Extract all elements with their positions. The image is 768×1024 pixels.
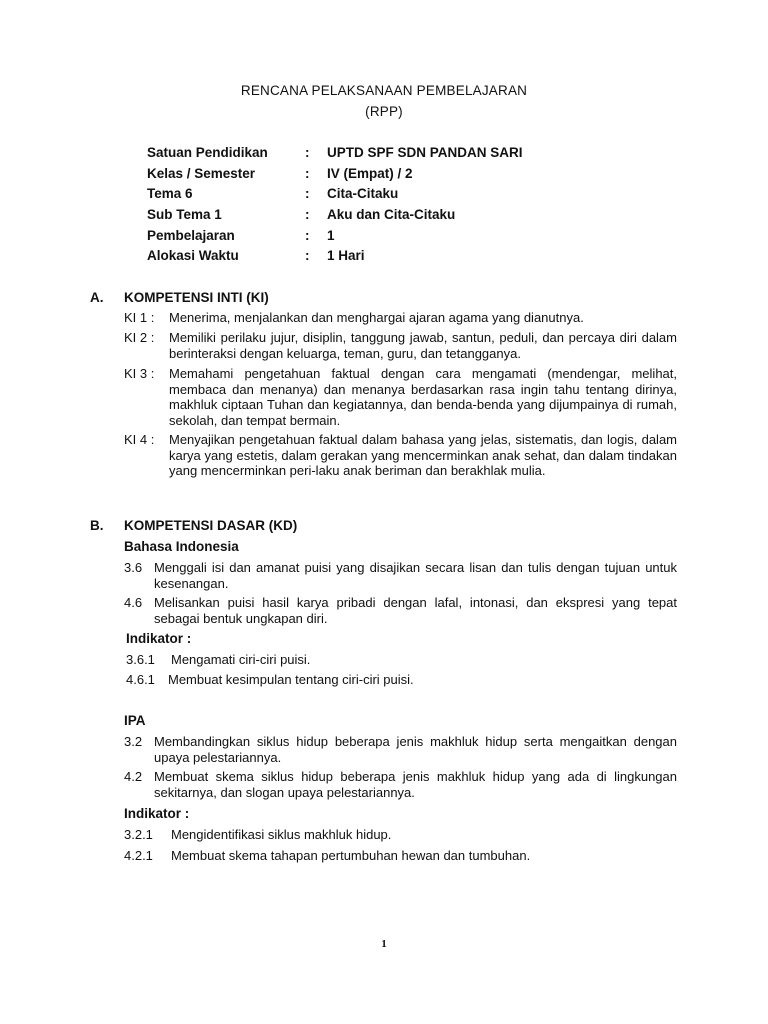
ki-code: KI 4 : (124, 432, 155, 447)
section-letter: A. (90, 290, 104, 305)
subject-heading-ipa: IPA (124, 713, 146, 728)
info-value: 1 Hari (327, 248, 365, 263)
info-label: Tema 6 (147, 186, 193, 201)
info-colon: : (305, 145, 310, 160)
document-title: RENCANA PELAKSANAAN PEMBELAJARAN (240, 83, 528, 98)
info-value: IV (Empat) / 2 (327, 166, 413, 181)
section-letter: B. (90, 518, 104, 533)
info-colon: : (305, 186, 310, 201)
ki-text: Memahami pengetahuan faktual dengan cara mengamati (mendengar, melihat, membaca dan menanya) dan menanya berdasarkan rasa ingin tahu tentang dirinya, makhluk ciptaan Tuhan dan kegiatannya, dan benda-benda yang dijumpainya di rumah, sekolah, dan tempat bermain. (169, 366, 677, 428)
indicator-heading: Indikator : (124, 806, 190, 821)
ki-code: KI 3 : (124, 366, 155, 381)
info-label: Alokasi Waktu (147, 248, 239, 263)
indicator-text: Membuat kesimpulan tentang ciri-ciri puisi. (168, 672, 414, 687)
kd-code: 4.6 (124, 595, 143, 610)
indicator-code: 4.6.1 (126, 672, 155, 687)
ki-code: KI 1 : (124, 310, 155, 325)
kd-text: Melisankan puisi hasil karya pribadi dengan lafal, intonasi, dan ekspresi yang tepat sebagai bentuk ungkapan diri. (154, 595, 677, 626)
indicator-text: Membuat skema tahapan pertumbuhan hewan dan tumbuhan. (171, 848, 531, 863)
info-value: Cita-Citaku (327, 186, 399, 201)
kd-item (124, 769, 677, 800)
indicator-code: 4.2.1 (124, 848, 153, 863)
info-label: Pembelajaran (147, 228, 235, 243)
subject-heading-bahasa: Bahasa Indonesia (124, 539, 239, 554)
kd-item (124, 560, 677, 591)
document-subtitle: (RPP) (365, 104, 403, 119)
info-colon: : (305, 207, 310, 222)
kd-item (124, 734, 677, 765)
info-colon: : (305, 166, 310, 181)
ki-item (124, 432, 677, 479)
kd-text: Membandingkan siklus hidup beberapa jenis makhluk hidup serta mengaitkan dengan upaya pelestariannya. (154, 734, 677, 765)
info-value: UPTD SPF SDN PANDAN SARI (327, 145, 523, 160)
kd-item (124, 595, 677, 626)
indicator-item (124, 848, 530, 863)
indicator-text: Mengidentifikasi siklus makhluk hidup. (171, 827, 392, 842)
section-title: KOMPETENSI DASAR (KD) (124, 518, 298, 533)
ki-item (124, 310, 677, 326)
section-title: KOMPETENSI INTI (KI) (124, 290, 269, 305)
info-label: Kelas / Semester (147, 166, 256, 181)
ki-text: Menerima, menjalankan dan menghargai ajaran agama yang dianutnya. (169, 310, 584, 325)
page-number: 1 (381, 938, 387, 950)
ki-item (124, 366, 677, 428)
info-label: Satuan Pendidikan (147, 145, 268, 160)
info-label: Sub Tema 1 (147, 207, 222, 222)
kd-text: Membuat skema siklus hidup beberapa jenis makhluk hidup yang ada di lingkungan sekitarnya, dan slogan upaya pelestariannya. (154, 769, 677, 800)
ki-item (124, 330, 677, 361)
info-colon: : (305, 248, 310, 263)
ki-code: KI 2 : (124, 330, 155, 345)
indicator-heading: Indikator : (126, 631, 192, 646)
ki-text: Memiliki perilaku jujur, disiplin, tanggung jawab, santun, peduli, dan percaya diri dalam berinteraksi dengan keluarga, teman, guru, dan tetangganya. (169, 330, 677, 361)
info-value: Aku dan Cita-Citaku (327, 207, 456, 222)
indicator-code: 3.6.1 (126, 652, 155, 667)
indicator-item (126, 652, 310, 667)
kd-code: 4.2 (124, 769, 143, 784)
kd-code: 3.6 (124, 560, 143, 575)
indicator-item (124, 827, 391, 842)
ki-text: Menyajikan pengetahuan faktual dalam bahasa yang jelas, sistematis, dan logis, dalam karya yang estetis, dalam gerakan yang mencerminkan anak sehat, dan dalam tindakan yang mencerminkan peri-laku anak beriman dan berakhlak mulia. (169, 432, 677, 478)
indicator-code: 3.2.1 (124, 827, 153, 842)
kd-text: Menggali isi dan amanat puisi yang disajikan secara lisan dan tulis dengan tujuan untuk kesenangan. (154, 560, 677, 591)
info-value: 1 (327, 228, 335, 243)
indicator-text: Mengamati ciri-ciri puisi. (171, 652, 311, 667)
info-colon: : (305, 228, 310, 243)
kd-code: 3.2 (124, 734, 143, 749)
indicator-item (126, 672, 414, 687)
